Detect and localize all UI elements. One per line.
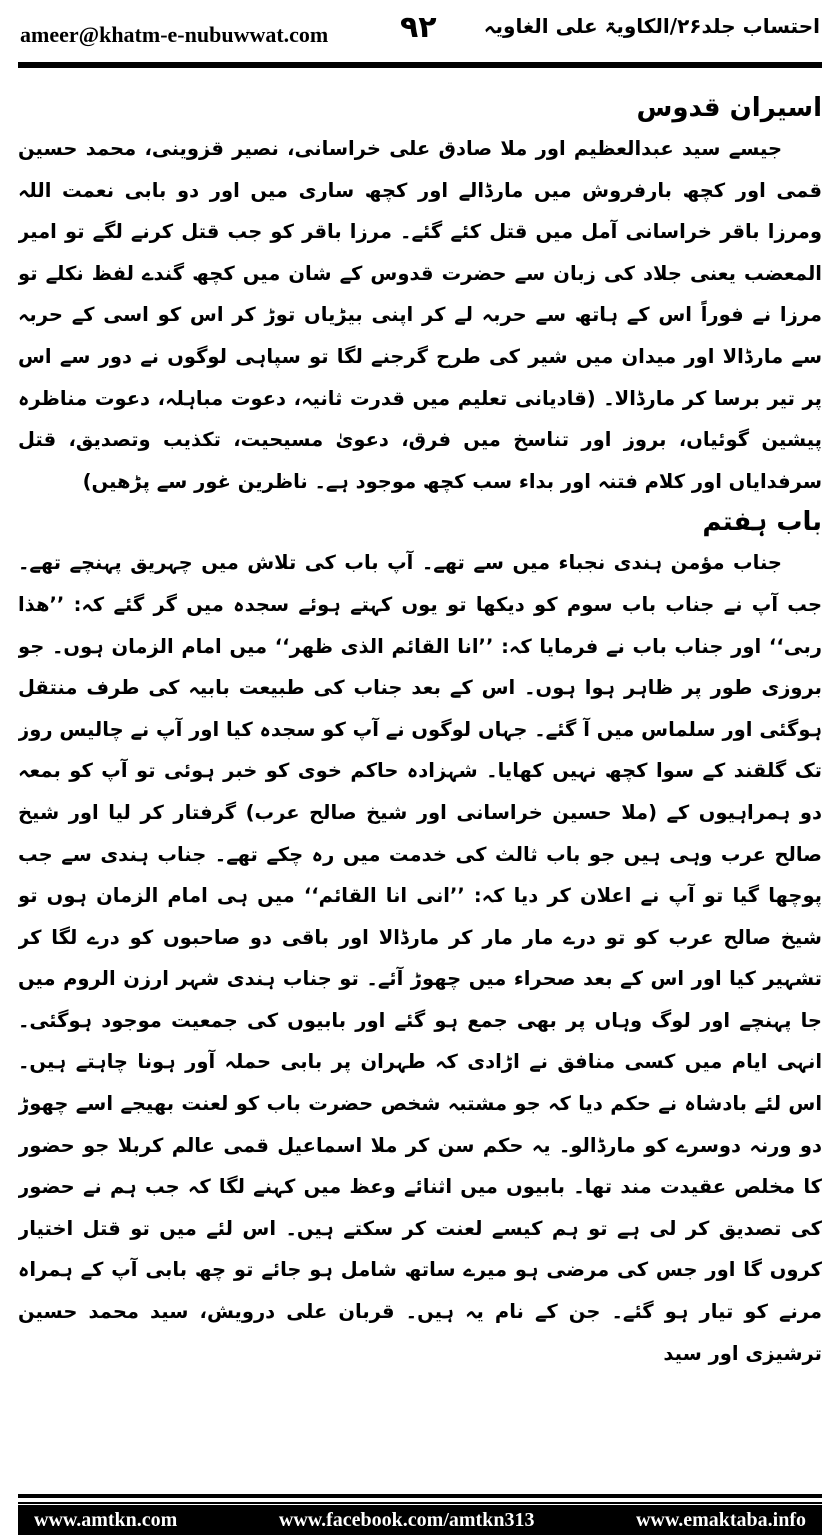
footer-link-emaktaba[interactable]: www.emaktaba.info xyxy=(635,1508,806,1531)
section-paragraph: جیسے سید عبدالعظیم اور ملا صادق علی خراسانی، نصیر قزوینی، محمد حسین قمی اور کچھ بارفروش میں مارڈالے اور کچھ ساری میں اور دو بابی نعمت اللہ ومرزا باقر خراسانی آمل میں قتل کئے گئے۔ مرزا باقر کو جب قتل کرنے لگے تو امیر المعضب یعنی جلاد کی زبان سے حضرت قدوس کے شان میں کچھ گندے لفظ نکلے تو مرزا نے فوراً اس کے ہاتھ سے حربہ لے کر اپنی بیڑیاں توڑ کر اس کو اسی کے حربہ سے مارڈالا اور میدان میں شیر کی طرح گرجنے لگا تو سپاہی لوگوں نے دور سے اس پر تیر برسا کر مارڈالا۔ (قادیانی تعلیم میں قدرت ثانیہ، دعوت مباہلہ، دعوت مناظرہ پیشین گوئیاں، بروز اور تناسخ میں فرق، دعویٰ مسیحیت، تکذیب وتصدیق، قتل سرفدایاں اور کلام فتنہ اور بداء سب کچھ موجود ہے۔ ناظرین غور سے پڑھیں) xyxy=(18,137,822,493)
section-heading-bab-haftam: باب ہفتم xyxy=(702,507,822,538)
section-heading-asiran-quddus: اسیران قدوس xyxy=(636,93,822,123)
header-rule xyxy=(18,62,822,68)
page-body xyxy=(18,88,822,1478)
footer-rule xyxy=(18,1494,822,1498)
footer-link-amtkn[interactable]: www.amtkn.com xyxy=(34,1508,178,1531)
page-footer xyxy=(18,1505,822,1535)
page-header xyxy=(0,0,840,58)
footer-link-facebook[interactable]: www.facebook.com/amtkn313 xyxy=(278,1508,535,1531)
section-paragraph: جناب مؤمن ہندی نجباء میں سے تھے۔ آپ باب کی تلاش میں چہریق پہنچے تھے۔ جب آپ نے جناب باب سوم کو دیکھا تو یوں کہتے ہوئے سجدہ میں گر گئے کہ: ’’ھذا ربی‘‘ اور جناب باب نے فرمایا کہ: ’’انا القائم الذی ظھر‘‘ میں امام الزمان ہوں۔ جو بروزی طور پر ظاہر ہوا ہوں۔ اس کے بعد جناب کی طبیعت بابیہ کی طرف منتقل ہوگئی اور سلماس میں آ گئے۔ جہاں لوگوں نے آپ کو سجدہ کیا اور آپ نے چالیس روز تک گلقند کے سوا کچھ نہیں کھایا۔ شہزادہ حاکم خوی کو خبر ہوئی تو آپ کو بمعہ دو ہمراہیوں کے (ملا حسین خراسانی اور شیخ صالح عرب) گرفتار کر لیا اور شیخ صالح عرب وہی ہیں جو باب ثالث کی خدمت میں رہ چکے تھے۔ جناب ہندی سے جب پوچھا گیا تو آپ نے اعلان کر دیا کہ: ’’انی انا القائم‘‘ میں ہی امام الزمان ہوں تو شیخ صالح عرب کو تو درے مار مار کر مارڈالا اور باقی دو صاحبوں کو درے لگا کر تشہیر کیا اور اس کے بعد صحراء میں چھوڑ آئے۔ تو جناب ہندی شہر ارزن الروم میں جا پہنچے اور لوگ وہاں پر بھی جمع ہو گئے اور بابیوں کی جمعیت موجود ہوگئی۔ انہی ایام میں کسی منافق نے اڑادی کہ طہران پر بابی حملہ آور ہونا چاہتے ہیں۔ اس لئے بادشاہ نے حکم دیا کہ جو مشتبہ شخص حضرت باب کو لعنت بھیجے اسے چھوڑ دو ورنہ دوسرے کو مارڈالو۔ یہ حکم سن کر ملا اسماعیل قمی عالم کربلا جو حضور کا مخلص عقیدت مند تھا۔ بابیوں میں اثنائے وعظ میں کہنے لگا کہ جب ہم نے حضور کی تصدیق کر لی ہے تو ہم کیسے لعنت کر سکتے ہیں۔ اس لئے میں تو قتل اختیار کروں گا اور جس کی مرضی ہو میرے ساتھ شامل ہو جائے تو چھ بابی آپ کے ہمراہ مرنے کو تیار ہو گئے۔ جن کے نام یہ ہیں۔ قربان علی درویش، سید محمد حسین ترشیزی اور سید xyxy=(18,551,822,1365)
header-email[interactable]: ameer@khatm-e-nubuwwat.com xyxy=(20,22,329,47)
page-number: ۹۲ xyxy=(400,10,437,45)
book-title: احتساب جلد۲۶/الکاویۃ علی الغاویہ xyxy=(483,14,820,38)
footer-rule-thin xyxy=(18,1502,822,1504)
